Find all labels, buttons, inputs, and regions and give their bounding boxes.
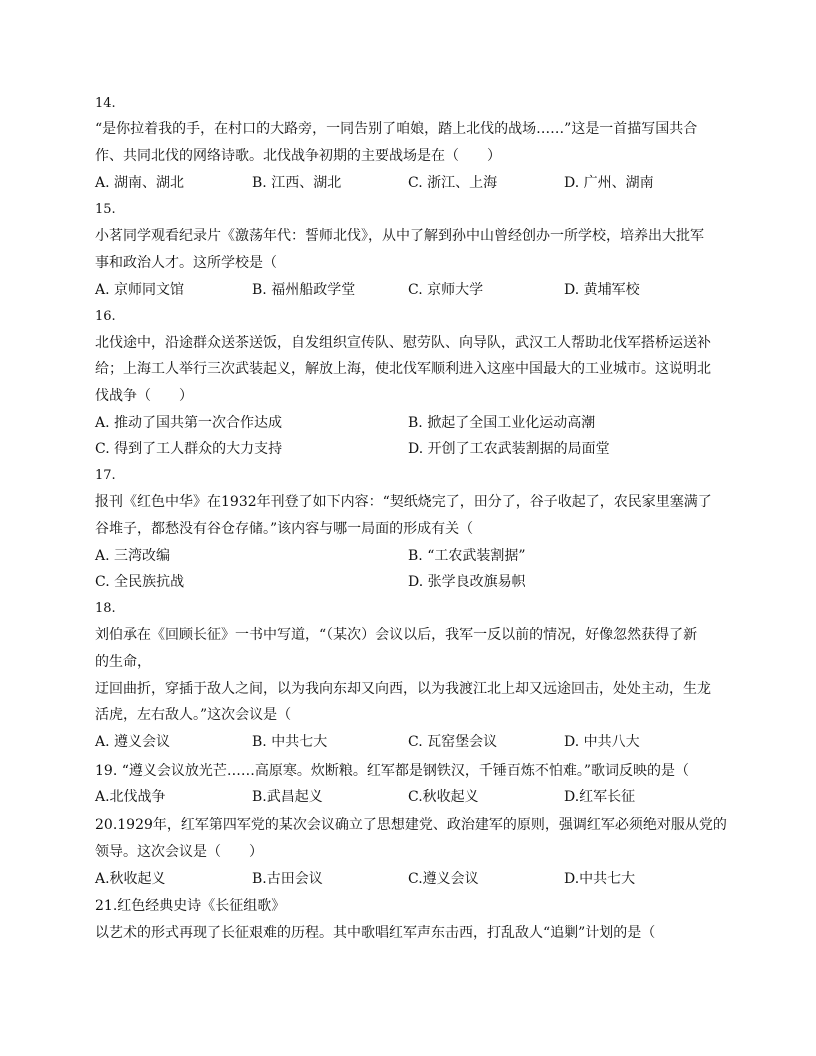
question-16-stem-line-2: 给；上海工人举行三次武装起义，解放上海，使北伐军顺利进入这座中国最大的工业城市。这说明北 — [95, 361, 711, 377]
question-20-stem-line-1: 20.1929年，红军第四军党的某次会议确立了思想建党、政治建军的原则，强调红军必须绝对服从党的 — [95, 817, 727, 833]
question-16-option-b: B. 掀起了全国工业化运动高潮 — [408, 415, 596, 431]
question-18-stem-line-1: 刘伯承在《回顾长征》一书中写道，“（某次）会议以后，我军一反以前的情况，好像忽然获得了新 — [95, 627, 698, 643]
question-18-stem-line-4: 活虎，左右敌人。”这次会议是（ — [95, 707, 292, 723]
question-15-option-d: D. 黄埔军校 — [564, 282, 640, 298]
question-16-stem-line-3: 伐战争（ ） — [95, 388, 193, 404]
question-18-stem-line-3: 迂回曲折，穿插于敌人之间，以为我向东却又向西，以为我渡江北上却又远途回击，处处主动，生龙 — [95, 681, 711, 697]
question-19-option-a: A.北伐战争 — [95, 789, 166, 805]
question-17-option-a: A. 三湾改编 — [95, 548, 171, 564]
question-15-number: 15. — [95, 202, 116, 217]
question-16-option-d: D. 开创了工农武装割据的局面堂 — [408, 441, 610, 457]
question-14-option-a: A. 湖南、湖北 — [95, 175, 185, 191]
question-21-stem-line-2: 以艺术的形式再现了长征艰难的历程。其中歌唱红军声东击西，打乱敌人“追剿”计划的是（ — [95, 925, 656, 941]
question-17-option-b: B. “工农武装割据” — [408, 548, 526, 564]
question-16-stem-line-1: 北伐途中，沿途群众送茶送饭，自发组织宣传队、慰劳队、向导队，武汉工人帮助北伐军搭桥运送补 — [95, 335, 711, 351]
question-14-option-d: D. 广州、湖南 — [564, 175, 654, 191]
question-18-option-c: C. 瓦窑堡会议 — [408, 734, 498, 750]
question-19-option-c: C.秋收起义 — [408, 789, 479, 805]
question-17-option-c: C. 全民族抗战 — [95, 574, 185, 590]
question-17-option-d: D. 张学良改旗易帜 — [408, 574, 526, 590]
question-15-stem-line-2: 事和政治人才。这所学校是（ — [95, 255, 277, 271]
question-18-stem-line-2: 的生命， — [95, 654, 151, 670]
question-15-option-c: C. 京师大学 — [408, 282, 484, 298]
question-16-option-a: A. 推动了国共第一次合作达成 — [95, 415, 283, 431]
question-19-option-b: B.武昌起义 — [252, 789, 323, 805]
question-20-option-c: C.遵义会议 — [408, 871, 479, 887]
question-16-number: 16. — [95, 309, 116, 324]
question-14-stem-line-2: 作、共同北伐的网络诗歌。北伐战争初期的主要战场是在（ ） — [95, 148, 501, 164]
question-17-number: 17. — [95, 468, 116, 483]
question-14-option-b: B. 江西、湖北 — [252, 175, 342, 191]
question-15-stem-line-1: 小茗同学观看纪录片《激荡年代：誓师北伐》，从中了解到孙中山曾经创办一所学校，培养出大批军 — [95, 228, 704, 244]
question-18-option-b: B. 中共七大 — [252, 734, 328, 750]
question-20-stem-line-2: 领导。这次会议是（ ） — [95, 844, 263, 860]
question-15-option-b: B. 福州船政学堂 — [252, 282, 356, 298]
question-19-option-d: D.红军长征 — [564, 789, 636, 805]
question-17-stem-line-2: 谷堆子，都愁没有谷仓存储。”该内容与哪一局面的形成有关（ — [95, 521, 474, 537]
question-20-option-d: D.中共七大 — [564, 871, 636, 887]
question-14-option-c: C. 浙江、上海 — [408, 175, 498, 191]
question-16-option-c: C. 得到了工人群众的大力支持 — [95, 441, 283, 457]
question-20-option-b: B.古田会议 — [252, 871, 323, 887]
question-20-option-a: A.秋收起义 — [95, 871, 166, 887]
question-18-number: 18. — [95, 601, 116, 616]
question-14-number: 14. — [95, 96, 116, 111]
question-17-stem-line-1: 报刊《红色中华》在1932年刊登了如下内容：“契纸烧完了，田分了，谷子收起了，农民家里塞满了 — [95, 494, 712, 510]
question-19-stem-line-1: 19. “遵义会议放光芒……高原寒。炊断粮。红军都是钢铁汉，千锤百炼不怕难。”歌词反映的是（ — [95, 763, 690, 779]
question-15-option-a: A. 京师同文馆 — [95, 282, 185, 298]
question-18-option-a: A. 遵义会议 — [95, 734, 171, 750]
question-18-option-d: D. 中共八大 — [564, 734, 640, 750]
question-21-stem-line-1: 21.红色经典史诗《长征组歌》 — [95, 898, 286, 914]
question-14-stem-line-1: “是你拉着我的手，在村口的大路旁，一同告别了咱娘，踏上北伐的战场……”这是一首描写国共合 — [95, 121, 698, 137]
